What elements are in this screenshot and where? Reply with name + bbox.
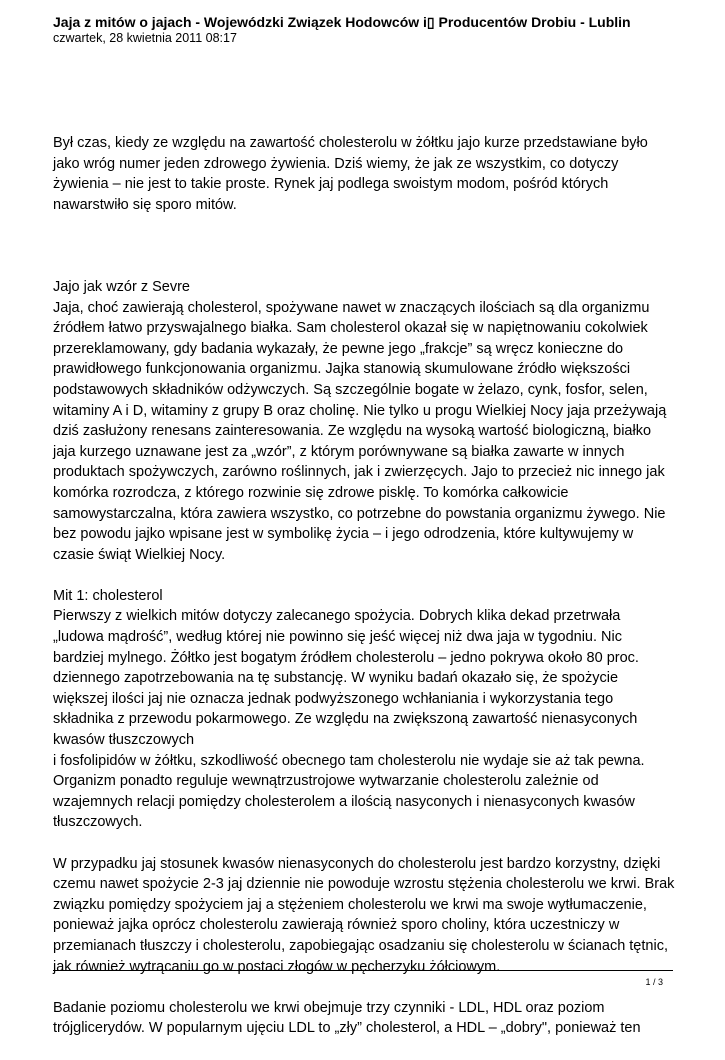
- section-heading-sevre: Jajo jak wzór z Sevre: [53, 278, 190, 295]
- intro-paragraph: Był czas, kiedy ze względu na zawartość cholesterolu w żółtku jajo kurze przedstawiane było jako wróg numer jeden zdrowego żywienia. Dziś wiemy, że jak ze wszystkim, co dotyczy żywienia – nie jest to takie proste. Rynek jaj podlega swoistym modom, pośród których nawarstwiło się sporo mitów.: [53, 135, 648, 213]
- publication-date: czwartek, 28 kwietnia 2011 08:17: [53, 31, 237, 45]
- section-paragraph-sevre: Jaja, choć zawierają cholesterol, spożywane nawet w znaczących ilościach są dla organizmu źródłem łatwo przyswajalnego białka. Sam cholesterol okazał się w napiętnowaniu cokolwiek przereklamowany, gdy badania wykazały, że pewne jego „frakcje” są wręcz konieczne do prawidłowego funkcjonowania organizmu. Jajka stanowią skumulowane źródło większości podstawowych składników odżywczych. Są szczególnie bogate w żelazo, cynk, fosfor, selen, witaminy A i D, witaminy z grupy B oraz cholinę. Nie tylko u progu Wielkiej Nocy jaja przeżywają dziś zasłużony renesans zainteresowania. Ze względu na wysoką wartość biologiczną, białko jaja kurzego uznawane jest za „wzór”, z którym porównywane są białka zawarte w innych produktach spożywczych, zarówno roślinnych, jak i zwierzęcych. Jajo to przecież nic innego jak komórka rozrodcza, z którego rozwinie się zdrowe pisklę. To komórka całkowicie samowystarczalna, która zawiera wszystko, co potrzebne do powstania organizmu żywego. Nie bez powodu jajko wpisane jest w symbolikę życia – i jego odrodzenia, które kultywujemy w czasie świąt Wielkiej Nocy.: [53, 299, 667, 563]
- footer-divider: [53, 970, 673, 971]
- page-header: [53, 14, 673, 46]
- section-paragraph-cholesterol: Pierwszy z wielkich mitów dotyczy zalecanego spożycia. Dobrych klika dekad przetrwała „ludowa mądrość”, według której nie powinno się jeść więcej niż dwa jaja w tygodniu. Nic bardziej mylnego. Żółtko jest bogatym źródłem cholesterolu – jedno pokrywa około 80 proc. dziennego zapotrzebowania na tę substancję. W wyniku badań okazało się, że spożycie większej ilości jaj nie oznacza jednak podwyższonego wchłaniania i wykorzystania tego składnika z przewodu pokarmowego. Ze względu na zwiększoną zawartość nienasyconych kwasów tłuszczowych i fosfolipidów w żółtku, szkodliwość obecnego tam cholesterolu nie wydaje sie aż tak pewna. Organizm ponadto reguluje wewnątrzustrojowe wytwarzanie cholesterolu zależnie od wzajemnych relacji pomiędzy cholesterolem a ilością nasyconych i nienasyconych kwasów tłuszczowych.: [53, 608, 645, 831]
- document-title: Jaja z mitów o jajach - Wojewódzki Związek Hodowców i▯ Producentów Drobiu - Lublin: [53, 14, 631, 30]
- paragraph-blood-test: Badanie poziomu cholesterolu we krwi obejmuje trzy czynniki - LDL, HDL oraz poziom trójglicerydów. W popularnym ujęciu LDL to „zły” cholesterol, a HDL – „dobry", ponieważ ten: [53, 999, 641, 1037]
- page-number: 1 / 3: [645, 977, 663, 987]
- section-heading-cholesterol: Mit 1: cholesterol: [53, 587, 163, 604]
- article-body: [53, 133, 675, 1060]
- paragraph-fatty-acids: W przypadku jaj stosunek kwasów nienasyconych do cholesterolu jest bardzo korzystny, dzięki czemu nawet spożycie 2-3 jaj dziennie nie powoduje wzrostu stężenia cholesterolu we krwi. Brak związku pomiędzy spożyciem jaj a stężeniem cholesterolu we krwi ma swoje wytłumaczenie, ponieważ jajka oprócz cholesterolu zawierają również sporo choliny, która uczestniczy w przemianach tłuszczy i cholesterolu, zapobiegając osadzaniu się cholesterolu w ścianach tętnic, jak również wytrącaniu go w postaci złogów w pęcherzyku żółciowym.: [53, 855, 675, 975]
- section-spacer: [53, 236, 675, 277]
